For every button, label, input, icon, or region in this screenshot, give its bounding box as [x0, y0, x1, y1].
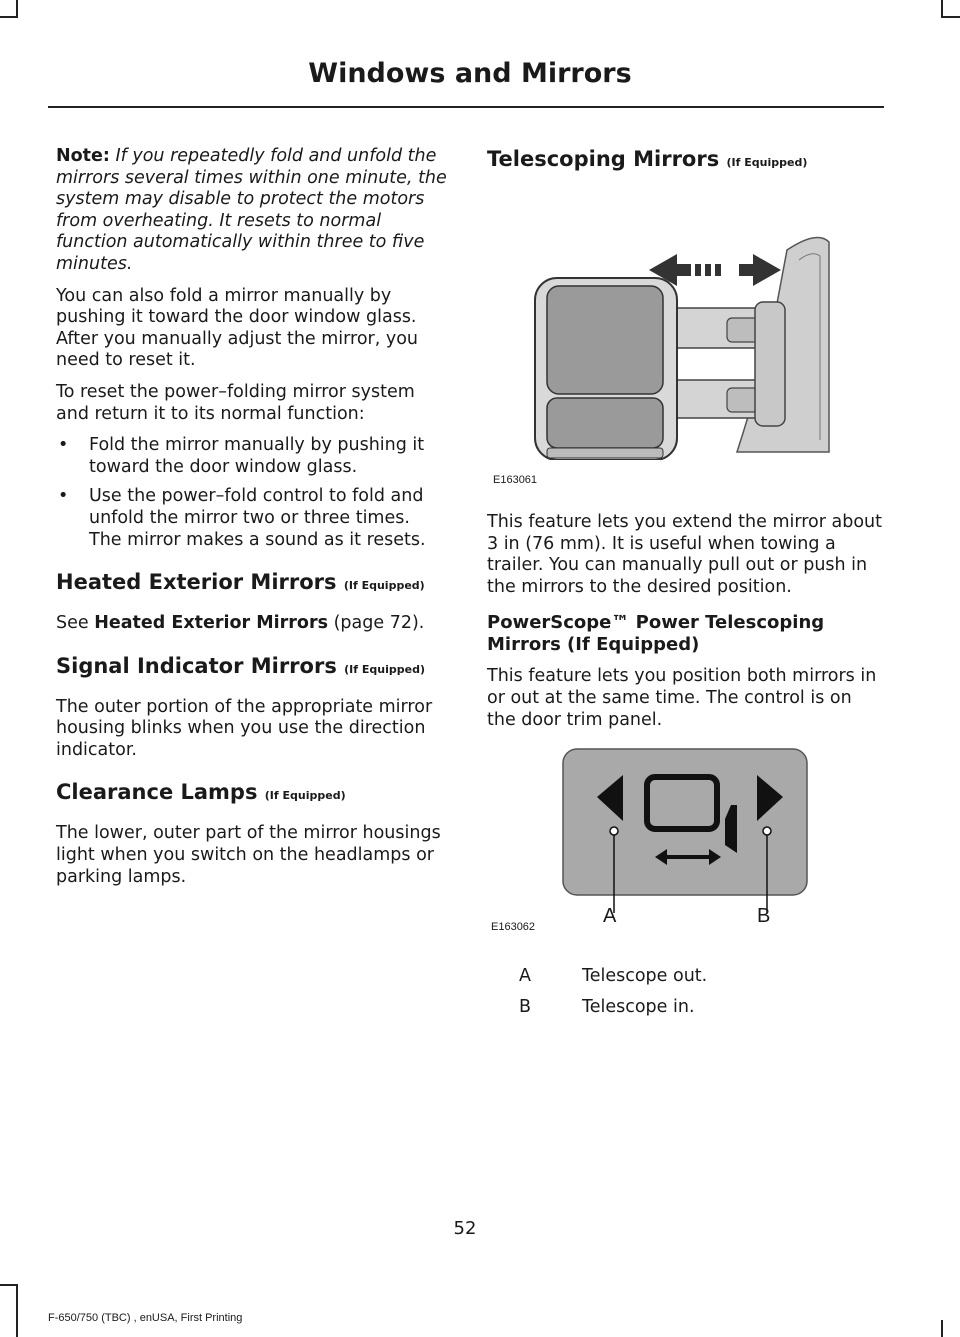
callout-legend — [511, 965, 707, 1027]
header-rule — [48, 106, 884, 108]
note-paragraph — [56, 146, 448, 276]
table-row — [511, 996, 707, 1027]
reset-steps-list — [56, 435, 448, 551]
telescoping-mirrors-heading: Telescoping Mirrors (If Equipped) — [487, 147, 808, 171]
legend-key: B — [519, 997, 532, 1018]
figure-code: E163062 — [491, 921, 536, 934]
heated-mirrors-heading: Heated Exterior Mirrors (If Equipped) — [56, 570, 425, 595]
crop-mark-top-left-h — [0, 16, 18, 18]
powerscope-heading: PowerScope™ Power Telescoping Mirrors (If Equipped) — [487, 612, 825, 656]
powerscope-paragraph: This feature lets you position both mirrors in or out at the same time. The control is on the door trim panel. — [487, 666, 877, 730]
clearance-lamps-heading: Clearance Lamps (If Equipped) — [56, 780, 346, 805]
legend-text: Telescope out. — [582, 966, 708, 987]
heated-mirrors-paragraph: See Heated Exterior Mirrors (page 72). — [56, 613, 425, 634]
callout-label-a: A — [603, 905, 617, 928]
telescoping-mirror-illustration — [487, 190, 885, 460]
bullet-icon: • — [58, 486, 69, 507]
crop-mark-bottom-left-h — [0, 1284, 18, 1286]
reset-intro-paragraph: To reset the power–folding mirror system and return it to its normal function: — [56, 381, 415, 424]
right-column — [487, 146, 885, 1027]
powerscope-control-figure — [487, 745, 885, 945]
table-row — [511, 965, 707, 996]
crop-mark-bottom-right — [941, 1320, 943, 1337]
manual-fold-paragraph: You can also fold a mirror manually by pushing it toward the door window glass. After you manually adjust the mirror, you need to reset it. — [56, 285, 419, 371]
crop-mark-top-right-h — [942, 16, 960, 18]
page-number: 52 — [453, 1218, 477, 1239]
heated-mirrors-xref-link[interactable]: Heated Exterior Mirrors — [94, 613, 329, 634]
list-item: • Use the power–fold control to fold and unfold the mirror two or three times. The mirror makes a sound as it resets. — [58, 486, 426, 550]
signal-mirrors-heading: Signal Indicator Mirrors (If Equipped) — [56, 653, 425, 678]
telescoping-mirror-figure — [487, 190, 885, 486]
callout-label-b: B — [757, 905, 771, 928]
signal-mirrors-paragraph: The outer portion of the appropriate mirror housing blinks when you use the direction indicator. — [56, 696, 433, 760]
powerscope-control-illustration — [487, 745, 885, 945]
telescoping-paragraph: This feature lets you extend the mirror about 3 in (76 mm). It is useful when towing a trailer. You can manually pull out or push in the mirrors to the desired position. — [487, 512, 883, 597]
bullet-icon: • — [58, 435, 69, 456]
note-text: If you repeatedly fold and unfold the mirrors several times within one minute, the system may disable to protect the motors from overheating. It resets to normal function automatically within three to five minutes. — [56, 146, 447, 274]
heading-suffix: (If Equipped) — [343, 579, 425, 593]
footer-text: F-650/750 (TBC) , enUSA, First Printing — [48, 1312, 243, 1324]
heading-suffix: (If Equipped) — [726, 156, 808, 169]
left-column — [56, 146, 448, 898]
heading-suffix: (If Equipped) — [344, 662, 425, 676]
crop-mark-bottom-left — [16, 1284, 18, 1337]
list-item: • Fold the mirror manually by pushing it toward the door window glass. — [58, 435, 425, 477]
legend-text: Telescope in. — [582, 997, 695, 1018]
legend-key: A — [519, 966, 531, 987]
clearance-lamps-paragraph: The lower, outer part of the mirror housings light when you switch on the headlamps or parking lamps. — [56, 823, 441, 887]
note-label: Note: — [56, 146, 110, 166]
page-title: Windows and Mirrors — [308, 58, 632, 89]
heading-suffix: (If Equipped) — [264, 789, 346, 803]
figure-code: E163061 — [493, 474, 538, 486]
